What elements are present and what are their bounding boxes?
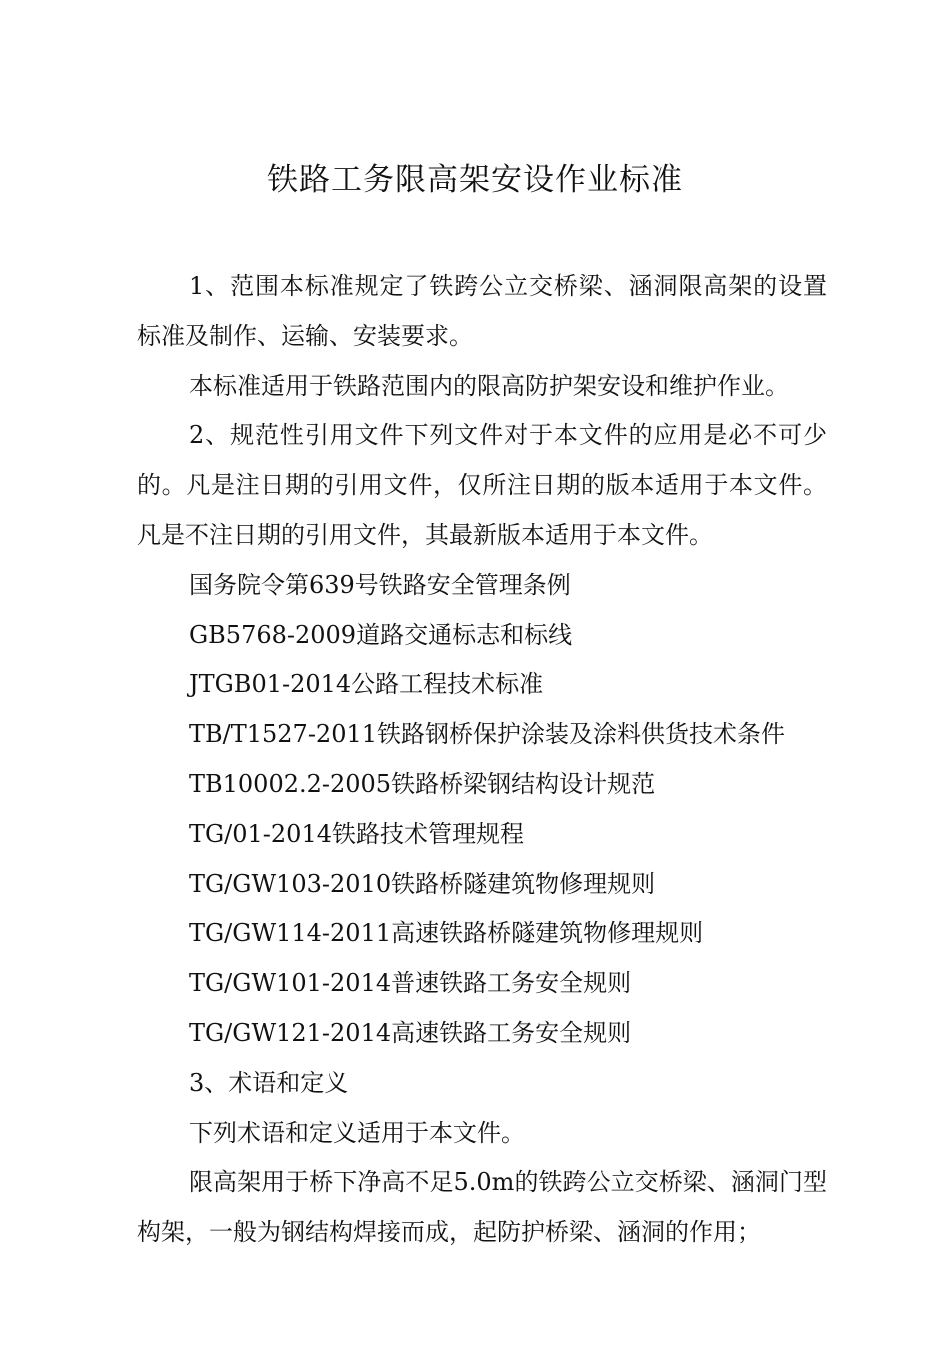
reference-item: 国务院令第639号铁路安全管理条例 bbox=[189, 570, 571, 599]
reference-item: TG/GW101-2014普速铁路工务安全规则 bbox=[189, 969, 632, 998]
reference-item: JTGB01-2014公路工程技术标准 bbox=[189, 670, 544, 699]
reference-item: TG/GW103-2010铁路桥隧建筑物修理规则 bbox=[189, 869, 656, 898]
paragraph-height-limit-frame: 限高架用于桥下净高不足5.0m的铁跨公立交桥梁、涵洞门型构架，一般为钢结构焊接而成，起防护桥梁、涵洞的作用； bbox=[137, 1168, 827, 1247]
reference-item: TB10002.2-2005铁路桥梁钢结构设计规范 bbox=[189, 769, 656, 798]
paragraph-applicability: 本标准适用于铁路范围内的限高防护架安设和维护作业。 bbox=[189, 371, 789, 400]
section-heading-terms: 3、术语和定义 bbox=[189, 1068, 349, 1097]
reference-item: TG/GW121-2014高速铁路工务安全规则 bbox=[189, 1018, 632, 1047]
document-body bbox=[137, 262, 827, 1258]
paragraph-normative-references: 2、规范性引用文件下列文件对于本文件的应用是必不可少的。凡是注日期的引用文件，仅所注日期的版本适用于本文件。凡是不注日期的引用文件，其最新版本适用于本文件。 bbox=[137, 421, 827, 549]
paragraph-terms-intro: 下列术语和定义适用于本文件。 bbox=[189, 1118, 525, 1147]
reference-item: GB5768-2009道路交通标志和标线 bbox=[189, 620, 573, 649]
reference-item: TG/01-2014铁路技术管理规程 bbox=[189, 819, 524, 848]
reference-item: TB/T1527-2011铁路钢桥保护涂装及涂料供货技术条件 bbox=[189, 720, 786, 749]
reference-item: TG/GW114-2011高速铁路桥隧建筑物修理规则 bbox=[189, 919, 704, 948]
paragraph-scope: 1、范围本标准规定了铁跨公立交桥梁、涵洞限高架的设置标准及制作、运输、安装要求。 bbox=[137, 272, 827, 350]
document-title: 铁路工务限高架安设作业标准 bbox=[267, 162, 683, 198]
